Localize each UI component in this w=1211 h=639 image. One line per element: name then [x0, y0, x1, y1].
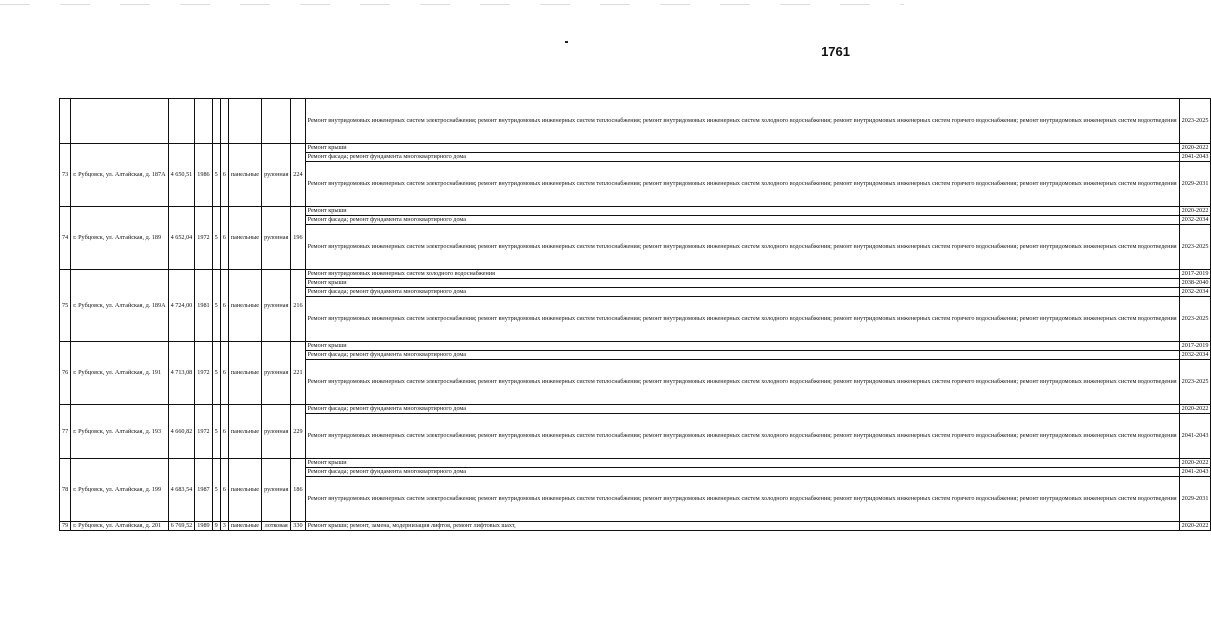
- building-number-cell: 77: [60, 405, 71, 459]
- wall-material-cell: панельные: [228, 144, 261, 207]
- table-row: [60, 405, 1211, 414]
- work-type-cell: Ремонт фасада; ремонт фундамента многоквартирного дома: [305, 216, 1179, 225]
- apartments-cell: 224: [291, 144, 305, 207]
- scan-artifact-line: [0, 4, 904, 5]
- work-type-cell: Ремонт крыши: [305, 279, 1179, 288]
- apartments-cell: 216: [291, 270, 305, 342]
- table-row: [60, 207, 1211, 216]
- page-number: 1761: [821, 44, 850, 59]
- building-number-cell: [60, 99, 71, 144]
- table-row: [60, 144, 1211, 153]
- area-cell: 4 713,08: [168, 342, 195, 405]
- repair-period-cell: 2032-2034: [1179, 288, 1211, 297]
- repair-period-cell: 2029-2031: [1179, 162, 1211, 207]
- address-cell: г. Рубцовск, ул. Алтайская, д. 199: [71, 459, 168, 522]
- roof-type-cell: [262, 99, 291, 144]
- work-type-cell: Ремонт крыши; ремонт, замена, модернизация лифтов, ремонт лифтовых шахт,: [305, 522, 1179, 531]
- table-row: [60, 270, 1211, 279]
- work-type-cell: Ремонт фасада; ремонт фундамента многоквартирного дома: [305, 288, 1179, 297]
- wall-material-cell: панельные: [228, 270, 261, 342]
- repair-period-cell: 2023-2025: [1179, 360, 1211, 405]
- address-cell: г. Рубцовск, ул. Алтайская, д. 187А: [71, 144, 168, 207]
- address-cell: г. Рубцовск, ул. Алтайская, д. 201: [71, 522, 168, 531]
- scan-speck: [565, 41, 568, 43]
- floors-cell: 5: [212, 207, 220, 270]
- apartments-cell: 229: [291, 405, 305, 459]
- repair-period-cell: 2020-2022: [1179, 207, 1211, 216]
- address-cell: г. Рубцовск, ул. Алтайская, д. 189: [71, 207, 168, 270]
- entrances-cell: 6: [220, 342, 228, 405]
- address-cell: г. Рубцовск, ул. Алтайская, д. 193: [71, 405, 168, 459]
- entrances-cell: 6: [220, 270, 228, 342]
- building-number-cell: 79: [60, 522, 71, 531]
- repair-period-cell: 2029-2031: [1179, 477, 1211, 522]
- repair-period-cell: 2017-2019: [1179, 270, 1211, 279]
- work-type-cell: Ремонт крыши: [305, 459, 1179, 468]
- wall-material-cell: панельные: [228, 207, 261, 270]
- entrances-cell: 6: [220, 459, 228, 522]
- work-type-cell: Ремонт внутридомовых инженерных систем электроснабжения; ремонт внутридомовых инженерных систем теплоснабжения; ремонт внутридомовых инженерных систем холодного водоснабжения; ремонт внутридомовых инженерных систем горячего водоснабжения; ремонт внутридомовых инженерных систем водоотведения: [305, 162, 1179, 207]
- area-cell: 4 724,00: [168, 270, 195, 342]
- address-cell: г. Рубцовск, ул. Алтайская, д. 191: [71, 342, 168, 405]
- repair-period-cell: 2023-2025: [1179, 99, 1211, 144]
- year-built-cell: 1972: [195, 405, 212, 459]
- address-cell: г. Рубцовск, ул. Алтайская, д. 189А: [71, 270, 168, 342]
- table-row: [60, 99, 1211, 144]
- building-number-cell: 74: [60, 207, 71, 270]
- wall-material-cell: панельные: [228, 342, 261, 405]
- repair-period-cell: 2017-2019: [1179, 342, 1211, 351]
- year-built-cell: [195, 99, 212, 144]
- year-built-cell: 1972: [195, 342, 212, 405]
- repair-period-cell: 2032-2034: [1179, 351, 1211, 360]
- area-cell: 4 683,54: [168, 459, 195, 522]
- repair-period-cell: 2041-2043: [1179, 153, 1211, 162]
- work-type-cell: Ремонт фасада; ремонт фундамента многоквартирного дома: [305, 351, 1179, 360]
- area-cell: [168, 99, 195, 144]
- area-cell: 4 660,82: [168, 405, 195, 459]
- building-number-cell: 76: [60, 342, 71, 405]
- area-cell: 4 650,51: [168, 144, 195, 207]
- work-type-cell: Ремонт внутридомовых инженерных систем электроснабжения; ремонт внутридомовых инженерных систем теплоснабжения; ремонт внутридомовых инженерных систем холодного водоснабжения; ремонт внутридомовых инженерных систем горячего водоснабжения; ремонт внутридомовых инженерных систем водоотведения: [305, 99, 1179, 144]
- repair-period-cell: 2020-2022: [1179, 144, 1211, 153]
- building-number-cell: 73: [60, 144, 71, 207]
- entrances-cell: 6: [220, 405, 228, 459]
- entrances-cell: 6: [220, 207, 228, 270]
- address-cell: [71, 99, 168, 144]
- floors-cell: [212, 99, 220, 144]
- table-row: [60, 522, 1211, 531]
- building-repair-table: [59, 98, 1211, 531]
- repair-period-cell: 2020-2022: [1179, 459, 1211, 468]
- repair-period-cell: 2023-2025: [1179, 297, 1211, 342]
- work-type-cell: Ремонт крыши: [305, 207, 1179, 216]
- repair-period-cell: 2032-2034: [1179, 216, 1211, 225]
- roof-type-cell: рулонная: [262, 144, 291, 207]
- repair-period-cell: 2041-2043: [1179, 414, 1211, 459]
- work-type-cell: Ремонт фасада; ремонт фундамента многоквартирного дома: [305, 468, 1179, 477]
- work-type-cell: Ремонт фасада; ремонт фундамента многоквартирного дома: [305, 405, 1179, 414]
- work-type-cell: Ремонт крыши: [305, 342, 1179, 351]
- wall-material-cell: панельные: [228, 522, 261, 531]
- work-type-cell: Ремонт внутридомовых инженерных систем электроснабжения; ремонт внутридомовых инженерных систем теплоснабжения; ремонт внутридомовых инженерных систем холодного водоснабжения; ремонт внутридомовых инженерных систем горячего водоснабжения; ремонт внутридомовых инженерных систем водоотведения: [305, 360, 1179, 405]
- entrances-cell: 3: [220, 522, 228, 531]
- entrances-cell: [220, 99, 228, 144]
- floors-cell: 5: [212, 459, 220, 522]
- apartments-cell: 330: [291, 522, 305, 531]
- floors-cell: 5: [212, 405, 220, 459]
- repair-period-cell: 2023-2025: [1179, 225, 1211, 270]
- wall-material-cell: панельные: [228, 405, 261, 459]
- work-type-cell: Ремонт внутридомовых инженерных систем электроснабжения; ремонт внутридомовых инженерных систем теплоснабжения; ремонт внутридомовых инженерных систем холодного водоснабжения; ремонт внутридомовых инженерных систем горячего водоснабжения; ремонт внутридомовых инженерных систем водоотведения: [305, 477, 1179, 522]
- repair-period-cell: 2020-2022: [1179, 405, 1211, 414]
- entrances-cell: 6: [220, 144, 228, 207]
- table-row: [60, 342, 1211, 351]
- year-built-cell: 1987: [195, 459, 212, 522]
- roof-type-cell: рулонная: [262, 342, 291, 405]
- apartments-cell: [291, 99, 305, 144]
- floors-cell: 9: [212, 522, 220, 531]
- floors-cell: 5: [212, 270, 220, 342]
- building-number-cell: 78: [60, 459, 71, 522]
- roof-type-cell: рулонная: [262, 270, 291, 342]
- floors-cell: 5: [212, 144, 220, 207]
- apartments-cell: 221: [291, 342, 305, 405]
- year-built-cell: 1989: [195, 522, 212, 531]
- area-cell: 4 652,04: [168, 207, 195, 270]
- year-built-cell: 1986: [195, 144, 212, 207]
- roof-type-cell: рулонная: [262, 405, 291, 459]
- repair-period-cell: 2041-2043: [1179, 468, 1211, 477]
- year-built-cell: 1972: [195, 207, 212, 270]
- work-type-cell: Ремонт внутридомовых инженерных систем электроснабжения; ремонт внутридомовых инженерных систем теплоснабжения; ремонт внутридомовых инженерных систем холодного водоснабжения; ремонт внутридомовых инженерных систем горячего водоснабжения; ремонт внутридомовых инженерных систем водоотведения: [305, 297, 1179, 342]
- wall-material-cell: панельные: [228, 459, 261, 522]
- work-type-cell: Ремонт внутридомовых инженерных систем электроснабжения; ремонт внутридомовых инженерных систем теплоснабжения; ремонт внутридомовых инженерных систем холодного водоснабжения; ремонт внутридомовых инженерных систем горячего водоснабжения; ремонт внутридомовых инженерных систем водоотведения: [305, 414, 1179, 459]
- roof-type-cell: лотковая: [262, 522, 291, 531]
- work-type-cell: Ремонт внутридомовых инженерных систем холодного водоснабжения: [305, 270, 1179, 279]
- area-cell: 6 769,52: [168, 522, 195, 531]
- repair-period-cell: 2038-2040: [1179, 279, 1211, 288]
- repair-period-cell: 2020-2022: [1179, 522, 1211, 531]
- table-body: [60, 99, 1211, 531]
- table-row: [60, 459, 1211, 468]
- building-number-cell: 75: [60, 270, 71, 342]
- wall-material-cell: [228, 99, 261, 144]
- apartments-cell: 196: [291, 207, 305, 270]
- apartments-cell: 186: [291, 459, 305, 522]
- year-built-cell: 1981: [195, 270, 212, 342]
- roof-type-cell: рулонная: [262, 207, 291, 270]
- work-type-cell: Ремонт фасада; ремонт фундамента многоквартирного дома: [305, 153, 1179, 162]
- roof-type-cell: рулонная: [262, 459, 291, 522]
- work-type-cell: Ремонт внутридомовых инженерных систем электроснабжения; ремонт внутридомовых инженерных систем теплоснабжения; ремонт внутридомовых инженерных систем холодного водоснабжения; ремонт внутридомовых инженерных систем горячего водоснабжения; ремонт внутридомовых инженерных систем водоотведения: [305, 225, 1179, 270]
- work-type-cell: Ремонт крыши: [305, 144, 1179, 153]
- floors-cell: 5: [212, 342, 220, 405]
